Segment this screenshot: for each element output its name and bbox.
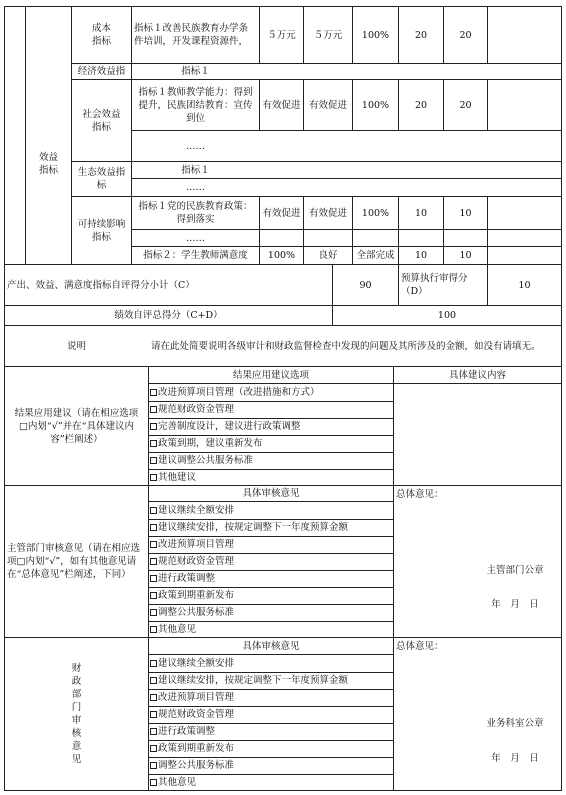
option-rule [148, 519, 393, 520]
option-checkbox[interactable] [150, 745, 157, 752]
option-label: 政策到期，建议重新发布 [158, 438, 263, 449]
eco-name: 生态效益指标 [77, 167, 126, 191]
rule [4, 790, 562, 791]
sustain-weight: 10 [414, 207, 428, 219]
finance-overall: 总体意见： [396, 641, 444, 652]
option-label: 其他建议 [158, 472, 197, 483]
option-row [150, 673, 348, 689]
social-ellipsis: …… [186, 140, 205, 152]
option-checkbox[interactable] [150, 423, 157, 430]
option-row [150, 690, 234, 706]
option-label: 调整公共服务标准 [158, 607, 235, 618]
option-row [150, 436, 263, 452]
economic-desc: 指标１ [181, 66, 210, 77]
rule [487, 196, 488, 264]
option-rule [148, 604, 393, 605]
dept-label: 主管部门审核意见（请在相应选项□内划“√”，如有其他意见请在“总体意见”栏阐述，下同） [7, 543, 141, 580]
option-row [150, 503, 234, 519]
option-label: 进行政策调整 [158, 726, 216, 737]
social-weight: 20 [414, 99, 428, 111]
option-row [150, 775, 196, 791]
option-checkbox[interactable] [150, 507, 157, 514]
option-label: 改进预算项目管理 [158, 692, 235, 703]
rule [561, 6, 562, 791]
option-label: 建议调整公共服务标准 [158, 455, 254, 466]
option-row [150, 707, 234, 723]
option-rule [148, 469, 393, 470]
result-options-header: 结果应用建议选项 [232, 369, 309, 381]
cost-weight: 20 [414, 29, 428, 41]
option-label: 改进预算项目管理 [158, 539, 235, 550]
sustain-target: 有效促进 [262, 207, 301, 219]
satisfaction-weight: 10 [414, 250, 428, 261]
option-row [150, 453, 253, 469]
option-checkbox[interactable] [150, 711, 157, 718]
option-rule [148, 774, 393, 775]
explain-text: 请在此处简要说明各级审计和财政监督检查中发现的问题及其所涉及的金额，如没有请填无。 [151, 340, 541, 352]
option-checkbox[interactable] [150, 592, 157, 599]
option-checkbox[interactable] [150, 575, 157, 582]
option-checkbox[interactable] [150, 694, 157, 701]
option-row [150, 571, 215, 587]
option-label: 建议继续安排，按规定调整下一年度预算金额 [158, 675, 349, 686]
option-rule [148, 587, 393, 588]
eco-ellipsis: …… [186, 182, 205, 193]
option-rule [148, 570, 393, 571]
total-value: 100 [437, 310, 457, 321]
benefit-label: 效益指标 [38, 152, 58, 176]
cost-desc: 指标１改善民族教育办学条件培训，开发课程资源件， [134, 23, 249, 47]
rule [487, 79, 488, 131]
option-rule [148, 740, 393, 741]
social-score: 20 [459, 99, 472, 111]
rule [148, 383, 562, 384]
option-checkbox[interactable] [150, 677, 157, 684]
option-checkbox[interactable] [150, 524, 157, 531]
option-checkbox[interactable] [150, 660, 157, 667]
satisfaction-rate: 全部完成 [356, 250, 395, 261]
option-row [150, 741, 234, 757]
option-row [150, 622, 196, 638]
option-label: 进行政策调整 [158, 573, 216, 584]
social-target: 有效促进 [262, 99, 301, 111]
option-label: 完善制度设计，建议进行政策调整 [158, 421, 301, 432]
option-rule [148, 689, 393, 690]
option-checkbox[interactable] [150, 558, 157, 565]
option-checkbox[interactable] [150, 474, 157, 481]
option-row [150, 537, 234, 553]
option-label: 规范财政资金管理 [158, 556, 235, 567]
option-label: 规范财政资金管理 [158, 709, 235, 720]
cost-name: 成本指标 [91, 23, 111, 47]
sustain-actual: 有效促进 [308, 207, 347, 219]
option-row [150, 470, 196, 486]
option-label: 建议继续安排，按规定调整下一年度预算金额 [158, 522, 349, 533]
satisfaction-target: 100% [267, 250, 296, 261]
option-rule [148, 723, 393, 724]
option-label: 其他意见 [158, 624, 197, 635]
cost-target: ５万元 [267, 29, 296, 41]
total-label: 绩效自评总得分（C+D） [114, 310, 223, 321]
rule [148, 366, 149, 791]
option-label: 建议继续全额安排 [158, 658, 235, 669]
option-label: 改进预算项目管理（改进措施和方式） [158, 387, 320, 398]
finance-label: 财政部门审核意见 [71, 663, 82, 765]
option-checkbox[interactable] [150, 406, 157, 413]
dept-overall: 总体意见： [396, 489, 444, 500]
option-row [150, 402, 234, 418]
option-rule [148, 621, 393, 622]
option-row [150, 385, 320, 401]
social-actual: 有效促进 [308, 99, 347, 111]
option-row [150, 724, 215, 740]
social-name: 社会效益指标 [82, 108, 121, 133]
social-rate: 100% [361, 99, 390, 111]
option-rule [148, 418, 393, 419]
option-checkbox[interactable] [150, 762, 157, 769]
cost-actual: ５万元 [313, 29, 343, 41]
subtotal-value: 90 [359, 279, 372, 291]
social-desc: 指标１教师教学能力：得到提升，民族团结教育：宣传到位 [138, 86, 253, 124]
sustain-ellipsis: …… [186, 232, 205, 244]
sustain-name: 可持续影响指标 [77, 218, 126, 243]
option-checkbox[interactable] [150, 609, 157, 616]
sustain-rate: 100% [361, 207, 390, 219]
option-rule [148, 672, 393, 673]
option-rule [148, 553, 393, 554]
option-label: 建议继续全额安排 [158, 505, 235, 516]
economic-name: 经济效益指 [77, 66, 126, 77]
budget-score-value: 10 [518, 279, 531, 291]
option-label: 政策到期重新发布 [158, 590, 235, 601]
finance-stamp: 业务科室公章 [486, 717, 544, 729]
option-rule [148, 536, 393, 537]
option-rule [148, 401, 393, 402]
option-checkbox[interactable] [150, 626, 157, 633]
option-row [150, 656, 234, 672]
option-rule [148, 452, 393, 453]
option-checkbox[interactable] [150, 457, 157, 464]
option-rule [148, 757, 393, 758]
option-checkbox[interactable] [150, 440, 157, 447]
eco-desc: 指标１ [181, 164, 210, 176]
option-rule [148, 435, 393, 436]
result-content-header: 具体建议内容 [448, 369, 506, 381]
option-row [150, 588, 234, 604]
option-checkbox[interactable] [150, 389, 157, 396]
result-label: 结果应用建议（请在相应选项□内划“√”并在“具体建议内容”栏阐述） [14, 407, 139, 445]
finance-date: 年 月 日 [491, 752, 539, 764]
rule [393, 366, 394, 791]
satisfaction-actual: 良好 [318, 250, 338, 261]
option-label: 其他意见 [158, 777, 197, 788]
sustain-desc: 指标１党的民族教育政策：得到落实 [138, 201, 253, 225]
dept-header: 具体审核意见 [242, 488, 300, 499]
option-label: 规范财政资金管理 [158, 404, 235, 415]
subtotal-label: 产出、效益、满意度指标自评得分小计（C） [7, 279, 195, 291]
rule [148, 654, 393, 655]
option-row [150, 758, 234, 774]
rule [487, 6, 488, 63]
satisfaction-score: 10 [459, 250, 472, 261]
satisfaction-desc: 指标２：学生教师满意度 [143, 250, 248, 261]
option-row [150, 520, 348, 536]
option-row [150, 554, 234, 570]
dept-date: 年 月 日 [491, 598, 539, 610]
dept-stamp: 主管部门公章 [486, 564, 544, 576]
rule [148, 501, 393, 502]
option-checkbox[interactable] [150, 541, 157, 548]
option-checkbox[interactable] [150, 728, 157, 735]
finance-header: 具体审核意见 [242, 640, 300, 652]
sustain-score: 10 [459, 207, 472, 219]
explain-label: 说明 [66, 340, 86, 352]
option-label: 调整公共服务标准 [158, 760, 235, 771]
option-row [150, 419, 301, 435]
budget-score-label: 预算执行审得分（D） [401, 273, 468, 297]
option-label: 政策到期重新发布 [158, 743, 235, 754]
option-rule [148, 706, 393, 707]
option-checkbox[interactable] [150, 779, 157, 786]
option-row [150, 605, 234, 621]
cost-score: 20 [459, 29, 472, 41]
cost-rate: 100% [361, 29, 390, 41]
